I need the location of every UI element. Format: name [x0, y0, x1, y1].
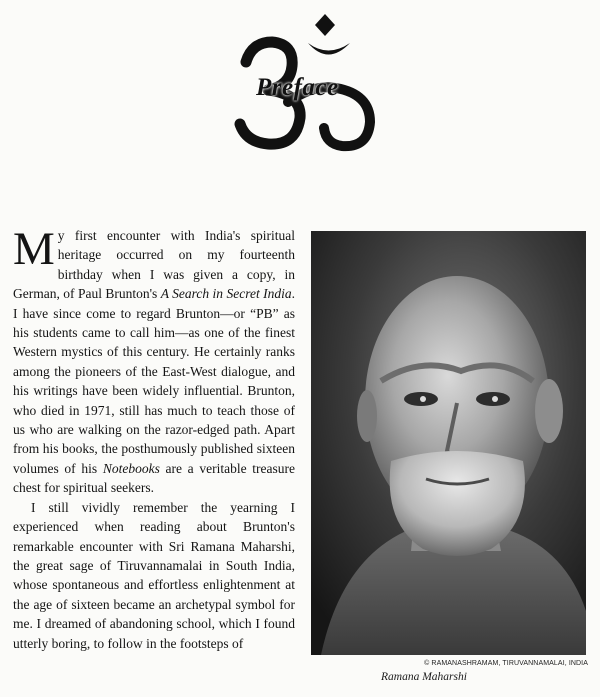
book-title: A Search in Secret India [160, 286, 292, 302]
book-title: Notebooks [102, 460, 160, 476]
paragraph: I still vividly remember the yearning I experienced when reading about Brunton's remarkable encounter with Sri Ramana Maharshi, the great sage of Tiruvannamalai in South India, whose spontaneous and effortless enlightenment at the age of sixteen became an archetypal symbol for me. I dreamed of abandoning school, which I found utterly boring, to follow in the footsteps of [13, 499, 295, 651]
portrait-photo [311, 231, 586, 655]
photo-caption: Ramana Maharshi [381, 671, 467, 683]
article-body [13, 223, 296, 653]
photo-credit: © RAMANASHRAMAM, TIRUVANNAMALAI, INDIA [424, 660, 588, 667]
page-title: Preface [256, 74, 339, 101]
drop-cap: M [13, 223, 55, 275]
paragraph: My first encounter with India's spiritual heritage occurred on my fourteenth birthday when I was given a copy, in German, of Paul Brunton's A Search in Secret India. I have since come to regard Brunton—or “PB” as his students came to call him—as one of the finest Western mystics of this century. He certainly ranks among the pioneers of the East-West dialogue, and his writings have been widely influential. Brunton, who died in 1971, still has much to teach those of us who are walking on the razor-edged path. Apart from his books, the posthumously published sixteen volumes of his Notebooks are a veritable treasure chest for spiritual seekers. [13, 223, 296, 496]
